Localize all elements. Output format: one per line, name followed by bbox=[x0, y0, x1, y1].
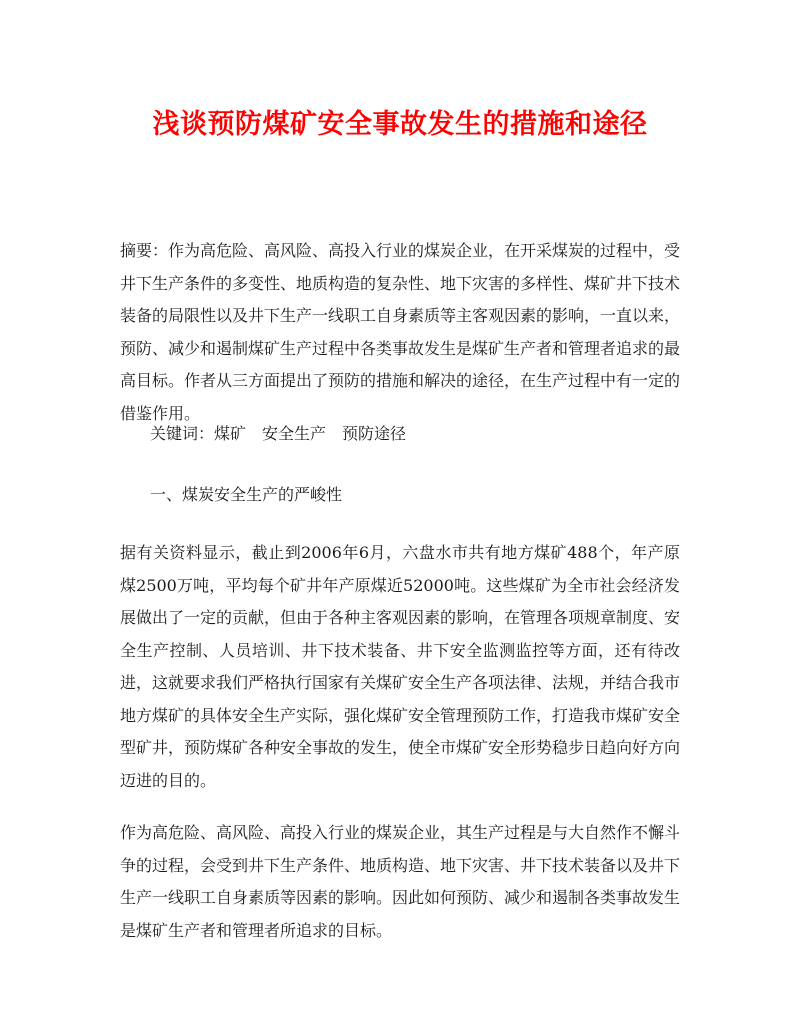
keywords-line bbox=[150, 418, 680, 451]
keyword-item: 煤矿 bbox=[214, 424, 247, 443]
keywords-label: 关键词： bbox=[150, 424, 215, 443]
document-title: 浅谈预防煤矿安全事故发生的措施和途径 bbox=[152, 109, 648, 140]
body-paragraph: 据有关资料显示，截止到2006年6月，六盘水市共有地方煤矿488个，年产原煤2500万吨，平均每个矿井年产原煤近52000吨。这些煤矿为全市社会经济发展做出了一定的贡献，但由于各种主客观因素的影响，在管理各项规章制度、安全生产控制、人员培训、井下技术装备、井下安全监测监控等方面，还有待改进，这就要求我们严格执行国家有关煤矿安全生产各项法律、法规，并结合我市地方煤矿的具体安全生产实际，强化煤矿安全管理预防工作，打造我市煤矿安全型矿井，预防煤矿各种安全事故的发生，使全市煤矿安全形势稳步日趋向好方向迈进的目的。 bbox=[120, 543, 681, 790]
keyword-item: 预防途径 bbox=[342, 424, 407, 443]
keyword-item: 安全生产 bbox=[262, 424, 327, 443]
abstract-paragraph: 摘要：作为高危险、高风险、高投入行业的煤炭企业，在开采煤炭的过程中，受井下生产条件的多变性、地质构造的复杂性、地下灾害的多样性、煤矿井下技术装备的局限性以及井下生产一线职工自身素质等主客观因素的影响，一直以来，预防、减少和遏制煤矿生产过程中各类事故发生是煤矿生产者和管理者追求的最高目标。作者从三方面提出了预防的措施和解决的途径，在生产过程中有一定的借鉴作用。 bbox=[120, 241, 681, 423]
body-paragraph: 作为高危险、高风险、高投入行业的煤炭企业，其生产过程是与大自然作不懈斗争的过程，会受到井下生产条件、地质构造、地下灾害、井下技术装备以及井下生产一线职工自身素质等因素的影响。因此如何预防、减少和遏制各类事故发生是煤矿生产者和管理者所追求的目标。 bbox=[120, 823, 681, 940]
section-heading: 一、煤炭安全生产的严峻性 bbox=[150, 485, 343, 504]
